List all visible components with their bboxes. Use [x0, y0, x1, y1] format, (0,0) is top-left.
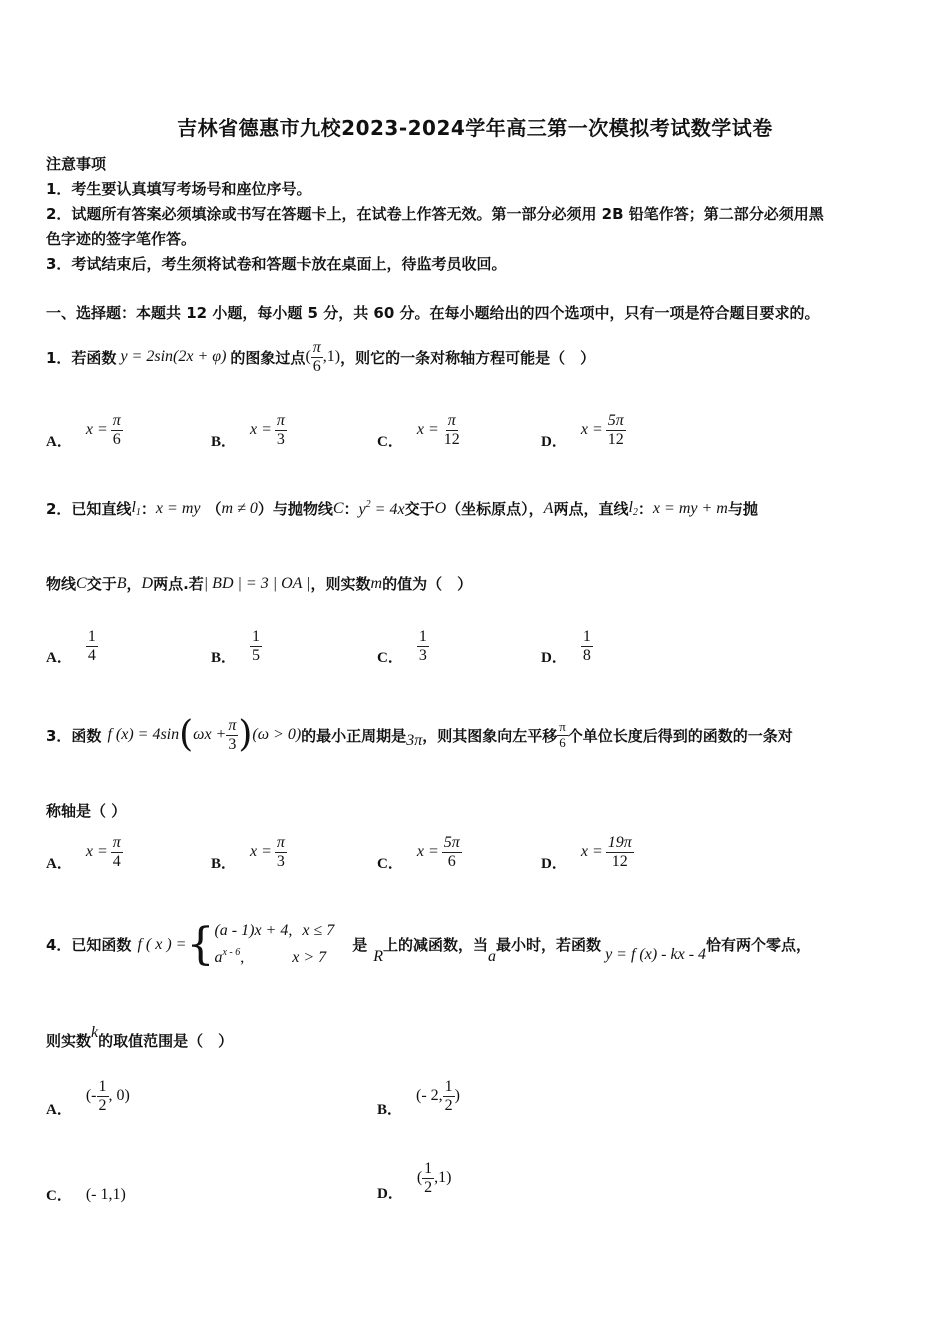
q2-option-a-fraction	[86, 628, 98, 664]
q2-l1-sub: 1	[135, 507, 141, 518]
q2-option-a[interactable]	[46, 628, 98, 664]
q1-option-a[interactable]	[46, 412, 123, 448]
q1-option-b-label: B．	[211, 433, 237, 450]
q2-option-b[interactable]	[211, 628, 262, 664]
q3-period: 3π	[406, 732, 423, 750]
q4-text-5: 恰有两个零点，	[706, 936, 812, 954]
q2-parabola-rest: = 4x	[374, 500, 405, 518]
q2-D: D	[141, 574, 154, 592]
q3-text-1: 3．函数	[46, 726, 102, 745]
q4-option-b-post: )	[454, 1087, 460, 1105]
q3-option-a[interactable]	[46, 834, 123, 870]
q4-a: a	[488, 947, 497, 965]
q1-option-c-fraction	[442, 412, 462, 448]
notice-item-3: 3．考试结束后，考生须将试卷和答题卡放在桌面上，待监考员收回。	[46, 255, 507, 273]
question-2-line-1	[46, 498, 758, 519]
q4-function: f ( x ) =	[137, 935, 187, 953]
q2-line-eq-1: x = my	[155, 499, 201, 517]
q1-option-b[interactable]	[211, 412, 287, 448]
q3-option-c-num: 5π	[443, 834, 460, 851]
q2-option-b-num: 1	[252, 628, 261, 645]
q4-option-a-label: A．	[46, 1101, 72, 1118]
q4-option-a-pre: (-	[85, 1087, 97, 1105]
q3-option-a-label: A．	[46, 855, 72, 872]
q4-option-c-value: (- 1,1)	[85, 1185, 126, 1203]
q3-option-d[interactable]	[541, 834, 634, 870]
q2-text-11: 的值为（ ）	[382, 575, 473, 593]
q3-option-b-den: 3	[276, 852, 285, 870]
q4-case-1	[214, 920, 334, 942]
q1-option-a-lhs: x =	[85, 421, 108, 439]
q4-case-2-cond: x > 7	[292, 949, 327, 966]
q2-option-c-num: 1	[418, 628, 427, 645]
q2-option-b-fraction	[250, 628, 262, 664]
q3-shift-num: π	[559, 719, 566, 735]
q2-option-a-num: 1	[87, 628, 96, 645]
q3-option-b-num: π	[276, 834, 285, 851]
q3-option-c-fraction	[442, 834, 462, 870]
q1-point-den: 6	[312, 357, 321, 375]
q4-option-b-den: 2	[444, 1096, 453, 1114]
q2-l2	[628, 499, 637, 518]
q3-option-c-den: 6	[447, 852, 456, 870]
q2-l2-sub: 2	[632, 507, 638, 518]
q3-option-d-lhs: x =	[580, 843, 603, 861]
q4-text-7: 的取值范围是（ ）	[98, 1032, 234, 1050]
q2-l1-letter: l	[131, 499, 136, 516]
q4-case-2-comma: ,	[240, 949, 245, 966]
notice-heading: 注意事项	[46, 155, 107, 173]
notice-item-2-cont: 色字迹的签字笔作答。	[46, 230, 197, 248]
q4-option-a-fraction	[97, 1078, 109, 1114]
q2-option-c[interactable]	[377, 628, 429, 664]
q2-option-b-den: 5	[252, 646, 261, 664]
q1-option-c[interactable]	[377, 412, 462, 448]
q4-case-1-expr: (a - 1)x + 4,	[214, 922, 293, 939]
q1-point-fraction	[311, 339, 323, 375]
q1-option-c-lhs: x =	[416, 421, 439, 439]
q2-text-2: ）与抛物线	[257, 500, 333, 518]
q3-option-d-den: 12	[611, 852, 628, 870]
q3-option-b-label: B．	[211, 855, 237, 872]
q1-option-d-fraction	[606, 412, 626, 448]
q4-text-3: 上的减函数，当	[383, 936, 489, 954]
q3-option-c-lhs: x =	[416, 843, 439, 861]
q4-case-2	[214, 942, 334, 969]
q1-option-b-fraction	[275, 412, 287, 448]
q4-text-2: 是	[352, 936, 368, 954]
q4-option-c[interactable]	[46, 1184, 126, 1205]
q1-option-a-num: π	[112, 412, 121, 429]
page-title: 吉林省德惠市九校2023-2024学年高三第一次模拟考试数学试卷	[177, 116, 773, 140]
q3-paren-open: (	[179, 714, 194, 756]
q3-inner: ωx +	[193, 726, 227, 744]
q3-text-3: ，则其图象向左平移	[422, 726, 558, 745]
q4-option-d[interactable]	[377, 1160, 452, 1202]
q4-brace: {	[186, 918, 215, 970]
q2-option-d-fraction	[581, 628, 593, 664]
q3-option-a-den: 4	[112, 852, 121, 870]
q3-shift-fraction	[557, 720, 568, 750]
q4-text-4: 最小时，若函数	[496, 936, 602, 954]
q4-text-1: 4．已知函数	[46, 936, 132, 954]
q4-option-d-label: D．	[377, 1185, 403, 1202]
q1-option-d-num: 5π	[607, 412, 624, 429]
q2-option-b-label: B．	[211, 649, 237, 666]
q2-option-d-label: D．	[541, 649, 567, 666]
q2-text-5: 两点，直线	[553, 500, 629, 518]
q3-option-a-num: π	[112, 834, 121, 851]
q3-option-a-fraction	[111, 834, 123, 870]
q3-shift-den: 6	[559, 734, 566, 750]
q2-condition-2: | BD | = 3 | OA |	[203, 574, 311, 592]
q4-option-d-pre: (	[416, 1169, 423, 1187]
q2-option-c-fraction	[417, 628, 429, 664]
q2-parabola-sup: 2	[365, 498, 371, 510]
q3-condition: (ω > 0)	[252, 726, 302, 744]
q2-option-c-den: 3	[418, 646, 427, 664]
q4-option-b-fraction	[443, 1078, 455, 1114]
q4-option-d-den: 2	[424, 1178, 433, 1196]
q1-option-a-label: A．	[46, 433, 72, 450]
q4-option-d-fraction	[422, 1160, 434, 1196]
q2-option-a-label: A．	[46, 649, 72, 666]
question-4-line-1	[46, 920, 811, 969]
q3-function: f (x) = 4sin	[107, 726, 180, 744]
q4-piecewise	[214, 920, 334, 969]
q2-condition: m ≠ 0	[221, 499, 258, 517]
q1-option-b-den: 3	[276, 430, 285, 448]
q2-colon-3: ：	[637, 500, 653, 518]
q3-phase-num: π	[228, 717, 237, 734]
q1-point-num: π	[312, 339, 321, 356]
q4-option-a[interactable]	[46, 1078, 130, 1118]
q1-option-d-lhs: x =	[580, 421, 603, 439]
q2-colon-1: ：	[140, 500, 156, 518]
q2-l1	[131, 499, 140, 518]
q1-option-d[interactable]	[541, 412, 626, 448]
q3-option-d-num: 19π	[607, 834, 632, 851]
q3-option-c-label: C．	[377, 855, 403, 872]
q3-phase-den: 3	[228, 735, 237, 753]
q1-option-c-den: 12	[443, 430, 460, 448]
q4-k: k	[91, 1023, 99, 1041]
q2-text-3: 交于	[404, 500, 435, 518]
q4-option-b[interactable]	[377, 1078, 460, 1118]
q3-text-4: 个单位长度后得到的函数的一条对	[567, 726, 793, 745]
q2-option-c-label: C．	[377, 649, 403, 666]
q3-option-d-fraction	[606, 834, 634, 870]
q1-option-c-num: π	[447, 412, 456, 429]
q2-text-8: 交于	[86, 575, 117, 593]
q4-option-b-num: 1	[444, 1078, 453, 1095]
q2-option-d-den: 8	[582, 646, 591, 664]
q4-option-c-label: C．	[46, 1188, 72, 1204]
q1-mid: 的图象过点	[230, 348, 306, 367]
q2-line-eq-2: x = my + m	[652, 499, 728, 517]
q2-option-d-num: 1	[582, 628, 591, 645]
q2-B: B	[116, 574, 127, 592]
q2-text-1: 2．已知直线	[46, 500, 132, 518]
q1-option-a-fraction	[111, 412, 123, 448]
question-4-line-2	[46, 1022, 234, 1050]
q4-case-2-base: a	[214, 949, 223, 966]
q2-option-d[interactable]	[541, 628, 593, 664]
q2-paren-open: （	[206, 500, 222, 518]
q4-case-2-exp: x - 6	[222, 947, 241, 958]
q2-O: O	[434, 499, 447, 517]
q1-option-d-label: D．	[541, 433, 567, 450]
q2-comma: ，	[126, 575, 142, 593]
q4-option-a-num: 1	[98, 1078, 107, 1095]
q1-suffix: ，则它的一条对称轴方程可能是（ ）	[340, 348, 596, 367]
q3-option-b[interactable]	[211, 834, 287, 870]
q2-text-6: 与抛	[727, 500, 758, 518]
q4-option-a-post: , 0)	[108, 1087, 130, 1105]
q1-function: y = 2sin(2x + φ)	[120, 348, 227, 366]
question-3-line-1	[46, 714, 793, 756]
q1-option-c-label: C．	[377, 433, 403, 450]
q4-option-d-num: 1	[424, 1160, 433, 1177]
q4-case-1-cond: x ≤ 7	[302, 922, 335, 939]
q4-option-a-den: 2	[98, 1096, 107, 1114]
q3-option-b-fraction	[275, 834, 287, 870]
q1-option-a-den: 6	[112, 430, 121, 448]
q2-C-2: C	[76, 574, 87, 592]
q1-point-close: ,1)	[322, 348, 341, 366]
notice-item-1: 1．考生要认真填写考场号和座位序号。	[46, 180, 312, 198]
q2-text-7: 物线	[46, 575, 77, 593]
section-heading: 一、选择题：本题共 12 小题，每小题 5 分，共 60 分。在每小题给出的四个选项中，只有一项是符合题目要求的。	[46, 304, 820, 322]
q2-parabola	[359, 499, 405, 519]
q3-paren-close: )	[238, 714, 253, 756]
q1-option-b-lhs: x =	[250, 421, 272, 439]
q4-option-d-post: ,1)	[434, 1169, 452, 1187]
q2-C: C	[332, 499, 344, 517]
q3-option-a-lhs: x =	[85, 843, 108, 861]
q4-option-b-label: B．	[377, 1101, 403, 1118]
q3-option-d-label: D．	[541, 855, 567, 872]
q2-parabola-y: y	[358, 500, 366, 518]
q2-text-9: 两点.若	[153, 575, 204, 593]
q3-text-2: 的最小正周期是	[301, 726, 407, 745]
q4-R: R	[373, 947, 384, 965]
question-3-line-2: 称轴是（ ）	[46, 802, 127, 820]
q1-option-d-den: 12	[607, 430, 624, 448]
question-2-line-2	[46, 573, 472, 594]
q2-text-10: ，则实数	[310, 575, 371, 593]
q2-colon-2: ：	[343, 500, 359, 518]
q2-A: A	[543, 499, 554, 517]
q1-prefix: 1．若函数	[46, 348, 117, 367]
question-1	[46, 339, 595, 375]
q3-option-c[interactable]	[377, 834, 462, 870]
q2-m: m	[370, 574, 383, 592]
q4-text-6: 则实数	[46, 1032, 92, 1050]
q3-option-b-lhs: x =	[250, 843, 272, 861]
q2-text-4: （坐标原点），	[446, 500, 544, 518]
q1-point-open: (	[305, 348, 311, 366]
q3-phase-fraction	[226, 717, 238, 753]
q2-l2-letter: l	[628, 499, 633, 516]
q4-option-b-pre: (- 2,	[416, 1087, 443, 1105]
q1-option-b-num: π	[276, 412, 285, 429]
q4-g: y = f (x) - kx - 4	[605, 945, 707, 963]
q2-option-a-den: 4	[87, 646, 96, 664]
notice-item-2: 2．试题所有答案必须填涂或书写在答题卡上，在试卷上作答无效。第一部分必须用 2B 铅笔作答；第二部分必须用黑	[46, 205, 824, 223]
